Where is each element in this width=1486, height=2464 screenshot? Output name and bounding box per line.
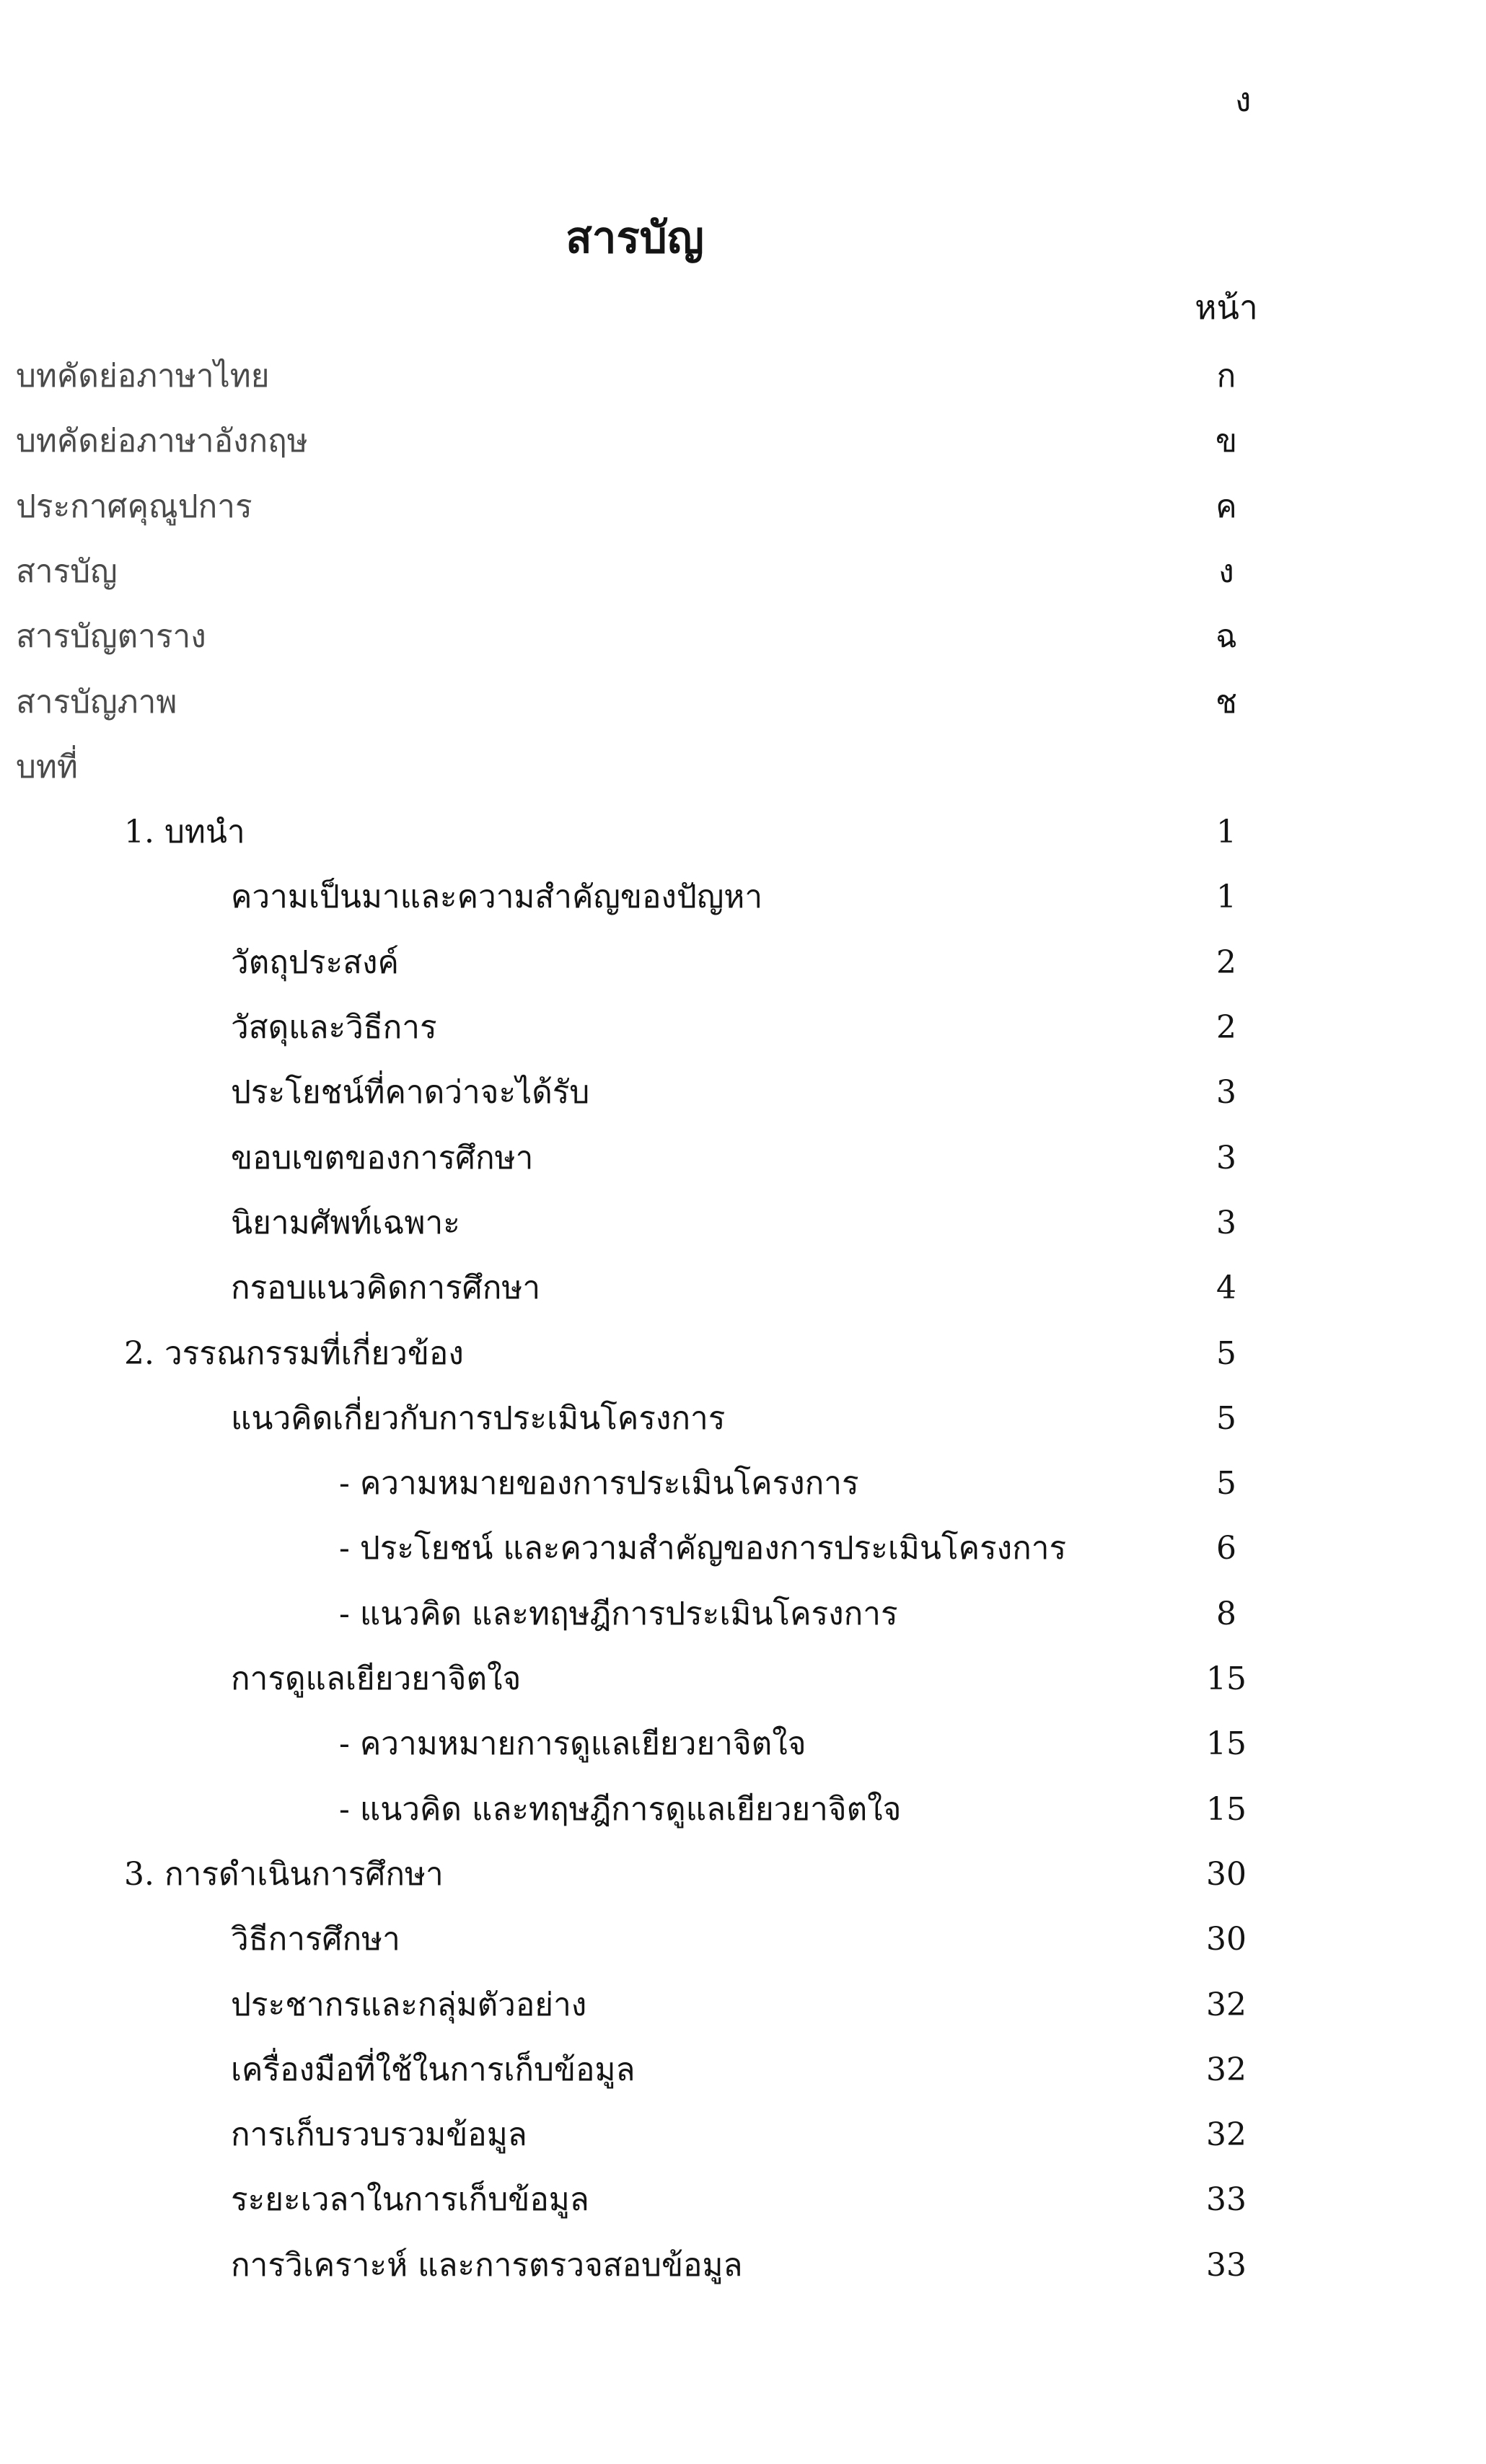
toc-entry-page: ค bbox=[1215, 488, 1237, 525]
toc-entry-label: การดูแลเยียวยาจิตใจ bbox=[231, 1660, 522, 1697]
toc-entry bbox=[0, 409, 1486, 474]
toc-entry-page: 3 bbox=[1216, 1139, 1236, 1176]
toc-entry bbox=[0, 670, 1486, 735]
toc-entry-page: 15 bbox=[1206, 1660, 1247, 1697]
toc-entry bbox=[0, 2168, 1486, 2232]
page-number: ง bbox=[1235, 80, 1252, 119]
toc-entry-label: กรอบแนวคิดการศึกษา bbox=[231, 1270, 541, 1307]
toc-entry-label: - ความหมายของการประเมินโครงการ bbox=[339, 1465, 859, 1502]
toc-entry-label: วัสดุและวิธีการ bbox=[231, 1009, 437, 1046]
toc-entry-label: สารบัญตาราง bbox=[16, 618, 206, 656]
toc-entry-label: สารบัญภาพ bbox=[16, 683, 177, 721]
toc-entry-page: ช bbox=[1215, 683, 1237, 721]
toc-entry-label: วิธีการศึกษา bbox=[231, 1921, 400, 1958]
toc-entry-label: บทที่ bbox=[16, 748, 78, 786]
toc-entry bbox=[0, 1386, 1486, 1451]
toc-entry-page: 32 bbox=[1206, 2051, 1247, 2088]
toc-entry-label: นิยามศัพท์เฉพาะ bbox=[231, 1204, 460, 1241]
toc-entry bbox=[0, 475, 1486, 540]
toc-entry-page: 15 bbox=[1206, 1790, 1247, 1828]
toc-entry-page: 30 bbox=[1206, 1921, 1247, 1958]
toc-entry-page: 30 bbox=[1206, 1855, 1247, 1893]
toc-entry-page: 33 bbox=[1206, 2246, 1247, 2284]
toc-entry-page: 2 bbox=[1216, 943, 1236, 981]
toc-entry-label: - ความหมายการดูแลเยียวยาจิตใจ bbox=[339, 1725, 806, 1763]
toc-entry-page: 2 bbox=[1216, 1009, 1236, 1046]
toc-entry bbox=[0, 1907, 1486, 1972]
toc-entry bbox=[0, 1582, 1486, 1647]
toc-entry-page: 8 bbox=[1216, 1595, 1236, 1632]
toc-entry bbox=[0, 930, 1486, 995]
toc-entry-page: 3 bbox=[1216, 1204, 1236, 1241]
toc-entry-page: 5 bbox=[1216, 1465, 1236, 1502]
toc-entry bbox=[0, 995, 1486, 1060]
toc-entry-label: แนวคิดเกี่ยวกับการประเมินโครงการ bbox=[231, 1399, 726, 1437]
page-title: สารบัญ bbox=[566, 213, 704, 263]
page-column-header: หน้า bbox=[1195, 288, 1258, 327]
toc-entry-label: การวิเคราะห์ และการตรวจสอบข้อมูล bbox=[231, 2246, 743, 2284]
toc-entry bbox=[0, 1647, 1486, 1712]
toc-entry-page: 4 bbox=[1216, 1270, 1236, 1307]
toc-entry-label: 2. วรรณกรรมที่เกี่ยวข้อง bbox=[124, 1334, 464, 1372]
toc-entry bbox=[0, 1451, 1486, 1516]
toc-entry bbox=[0, 1842, 1486, 1907]
toc-entry bbox=[0, 604, 1486, 669]
toc-entry-page: 3 bbox=[1216, 1074, 1236, 1112]
toc-entry-page: 15 bbox=[1206, 1725, 1247, 1763]
toc-entry-page: 1 bbox=[1216, 879, 1236, 916]
toc-entry bbox=[0, 865, 1486, 930]
toc-entry-label: - ประโยชน์ และความสำคัญของการประเมินโครงการ bbox=[339, 1530, 1067, 1567]
toc-entry bbox=[0, 1191, 1486, 1256]
toc-entry bbox=[0, 800, 1486, 865]
toc-entry bbox=[0, 1777, 1486, 1842]
toc-entry-label: - แนวคิด และทฤษฎีการประเมินโครงการ bbox=[339, 1595, 898, 1632]
toc-entry bbox=[0, 540, 1486, 604]
toc-entry-page: ก bbox=[1216, 358, 1236, 395]
toc-entry-label: - แนวคิด และทฤษฎีการดูแลเยียวยาจิตใจ bbox=[339, 1790, 902, 1828]
toc-entry-label: เครื่องมือที่ใช้ในการเก็บข้อมูล bbox=[231, 2051, 636, 2088]
toc-entry-page: 33 bbox=[1206, 2181, 1247, 2219]
toc-entry bbox=[0, 1321, 1486, 1386]
toc-entry bbox=[0, 1516, 1486, 1581]
toc-entry-label: สารบัญ bbox=[16, 553, 118, 590]
toc-entry bbox=[0, 2038, 1486, 2103]
toc-entry bbox=[0, 1060, 1486, 1125]
toc-entry-page: 32 bbox=[1206, 2116, 1247, 2154]
toc-entry-label: ประชากรและกลุ่มตัวอย่าง bbox=[231, 1986, 587, 2023]
toc-entry-page: 32 bbox=[1206, 1986, 1247, 2023]
toc-entry-page: 5 bbox=[1216, 1399, 1236, 1437]
toc-entry-label: บทคัดย่อภาษาอังกฤษ bbox=[16, 423, 308, 460]
toc-entry bbox=[0, 2103, 1486, 2168]
toc-entry-label: ความเป็นมาและความสำคัญของปัญหา bbox=[231, 879, 763, 916]
toc-entry-page: ฉ bbox=[1215, 618, 1237, 656]
toc-entry bbox=[0, 1973, 1486, 2038]
toc-entry-label: 3. การดำเนินการศึกษา bbox=[124, 1855, 444, 1893]
toc-entry bbox=[0, 735, 1486, 800]
toc-entry bbox=[0, 1256, 1486, 1321]
toc-entry-page: 6 bbox=[1216, 1530, 1236, 1567]
toc-entry-label: การเก็บรวบรวมข้อมูล bbox=[231, 2116, 527, 2154]
toc-entry-page: ง bbox=[1218, 553, 1234, 590]
toc-entry bbox=[0, 344, 1486, 409]
toc-entry-page: 1 bbox=[1216, 814, 1236, 851]
toc-entry bbox=[0, 1126, 1486, 1191]
toc-entry-label: บทคัดย่อภาษาไทย bbox=[16, 358, 270, 395]
toc-entry bbox=[0, 2233, 1486, 2298]
toc-entry-label: 1. บทนำ bbox=[124, 814, 245, 851]
toc-entry bbox=[0, 1712, 1486, 1777]
toc-entry-label: ประโยชน์ที่คาดว่าจะได้รับ bbox=[231, 1074, 590, 1112]
toc-entry-label: ประกาศคุณูปการ bbox=[16, 488, 252, 525]
toc-entry-label: วัตถุประสงค์ bbox=[231, 943, 399, 981]
toc-entry-page: ข bbox=[1215, 423, 1238, 460]
toc-entry-page: 5 bbox=[1216, 1334, 1236, 1372]
toc-entry-label: ระยะเวลาในการเก็บข้อมูล bbox=[231, 2181, 589, 2219]
toc-entry-label: ขอบเขตของการศึกษา bbox=[231, 1139, 534, 1176]
